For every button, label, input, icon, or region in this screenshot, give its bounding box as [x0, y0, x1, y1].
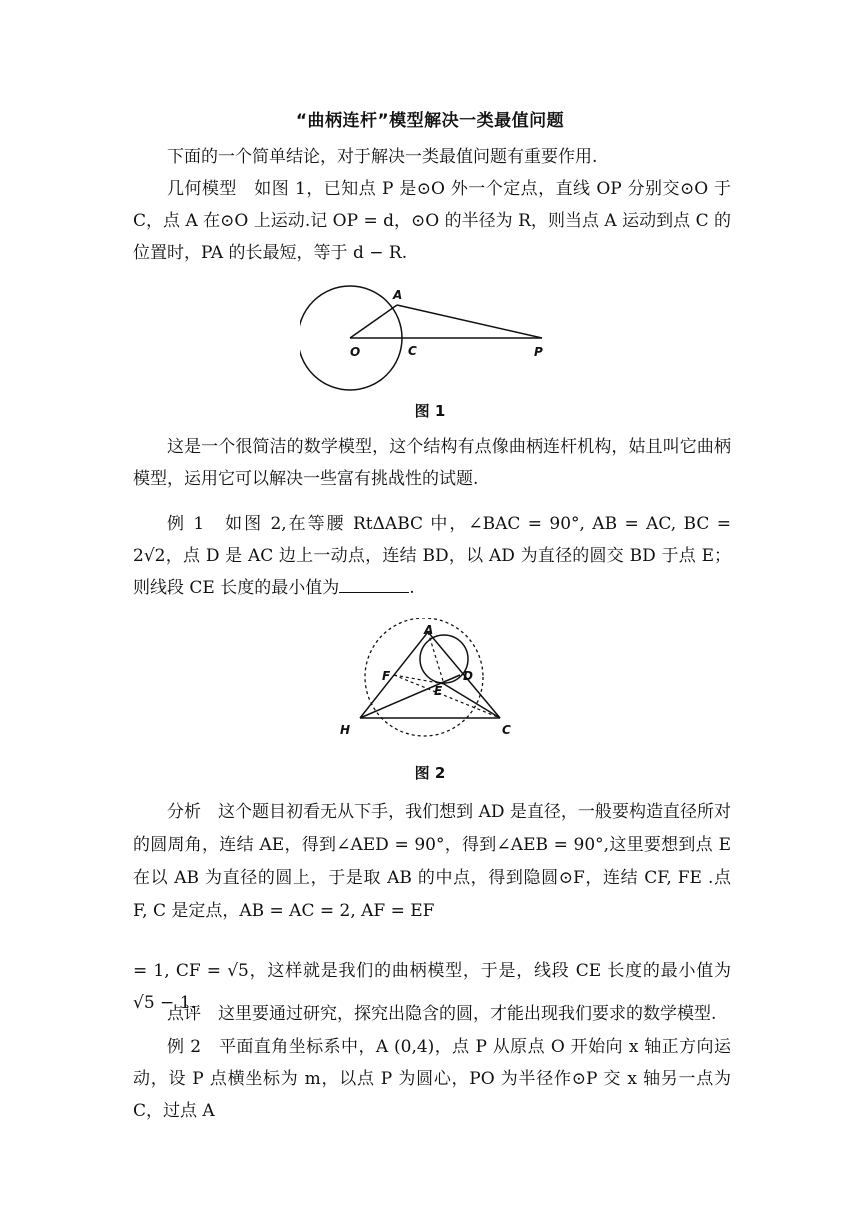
- page-title: “曲柄连杆”模型解决一类最值问题: [295, 111, 565, 131]
- fig2-label-e: E: [434, 684, 443, 698]
- analysis-conclusion: = 1, CF = √5，这样就是我们的曲柄模型，于是，线段 CE 长度的最小值为 √5 − 1.: [133, 961, 731, 1013]
- example-1-period: .: [409, 578, 415, 598]
- fig2-label-h: H: [340, 723, 351, 737]
- fig1-label-p: P: [534, 345, 543, 359]
- fig2-label-f: F: [382, 669, 391, 683]
- figure-2-caption: 图 2: [414, 764, 446, 782]
- comment-paragraph: 点评 这里要通过研究，探究出隐含的圆，才能出现我们要求的数学模型.: [167, 1004, 717, 1024]
- fig1-label-a: A: [393, 288, 403, 302]
- example-1-paragraph: [133, 508, 731, 604]
- analysis-paragraph: 分析 这个题目初看无从下手，我们想到 AD 是直径，一般要构造直径所对的圆周角，连结 AE，得到∠AED = 90°，得到∠AEB = 90°,这里要想到点 E 在以 AB 为直径的圆上，于是取 AB 的中点，得到隐圆⊙F，连结 CF, FE .点 F, C 是定点，AB = AC = 2, AF = EF: [133, 802, 731, 921]
- fig2-label-a: A: [424, 623, 434, 637]
- fig1-label-c: C: [408, 344, 417, 358]
- crank-model-paragraph: 这是一个很简洁的数学模型，这个结构有点像曲柄连杆机构，姑且叫它曲柄模型，运用它可以解决一些富有挑战性的试题.: [133, 437, 731, 489]
- figure-1-diagram: [300, 280, 560, 398]
- fig2-label-d: D: [463, 669, 473, 683]
- example-1-text: 例 1 如图 2,在等腰 RtΔABC 中，∠BAC = 90°, AB = AC, BC = 2√2，点 D 是 AC 边上一动点，连结 BD，以 AD 为直径的圆交 BD 于点 E；则线段 CE 长度的最小值为: [133, 514, 731, 598]
- intro-paragraph: 下面的一个简单结论，对于解决一类最值问题有重要作用.: [167, 147, 598, 167]
- figure-2-diagram: [330, 618, 530, 740]
- fig1-label-o: O: [350, 345, 361, 359]
- figure-1-caption: 图 1: [414, 402, 446, 420]
- example-2-paragraph: 例 2 平面直角坐标系中，A (0,4)，点 P 从原点 O 开始向 x 轴正方向运动，设 P 点横坐标为 m，以点 P 为圆心，PO 为半径作⊙P 交 x 轴另一点为 C，过点 A: [133, 1037, 731, 1121]
- model-paragraph: 几何模型 如图 1，已知点 P 是⊙O 外一个定点，直线 OP 分别交⊙O 于 C，点 A 在⊙O 上运动.记 OP = d，⊙O 的半径为 R，则当点 A 运动到点 C 的位置时，PA 的长最短，等于 d − R.: [133, 179, 731, 263]
- answer-blank[interactable]: [339, 574, 409, 593]
- fig2-label-c: C: [502, 723, 511, 737]
